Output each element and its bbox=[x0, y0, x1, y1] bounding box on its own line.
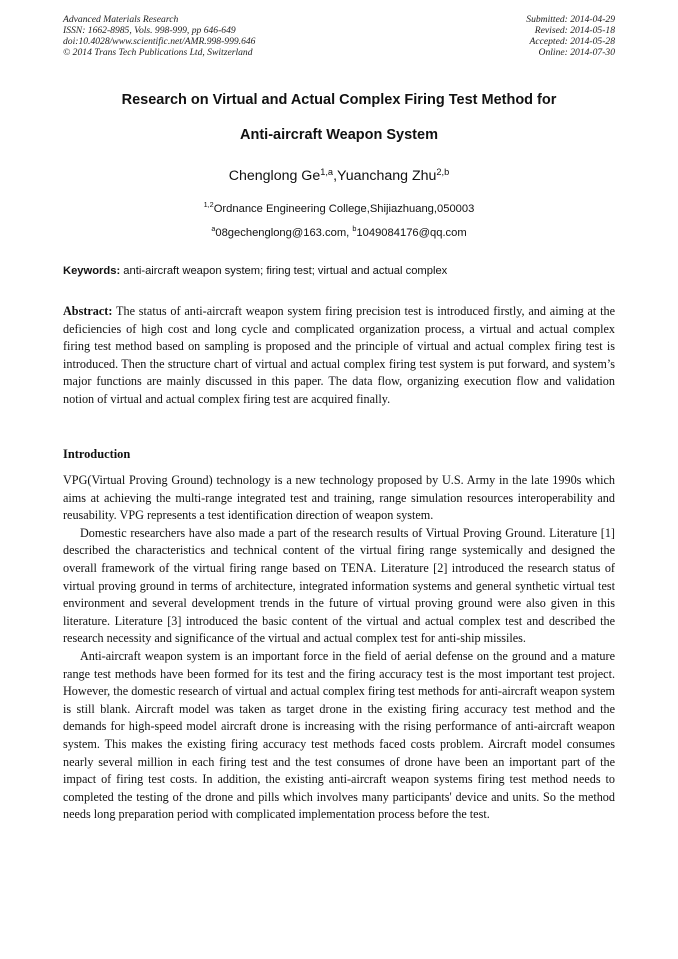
keywords-text: anti-aircraft weapon system; firing test; virtual and actual complex bbox=[120, 265, 448, 277]
keywords-label: Keywords: bbox=[63, 265, 121, 277]
journal-name: Advanced Materials Research bbox=[63, 14, 179, 25]
email-mark: b bbox=[352, 224, 357, 233]
paper-title-line-1: Research on Virtual and Actual Complex Firing Test Method for bbox=[121, 92, 557, 108]
paper-title-line-2: Anti-aircraft Weapon System bbox=[240, 127, 438, 143]
accepted-date: Accepted: 2014-05-28 bbox=[529, 36, 615, 47]
submitted-date: Submitted: 2014-04-29 bbox=[526, 14, 615, 25]
section-heading: Introduction bbox=[63, 447, 131, 461]
abstract-label: Abstract: bbox=[63, 304, 113, 318]
affiliation-mark: 1,2 bbox=[203, 200, 214, 209]
email-mark: a bbox=[211, 224, 216, 233]
copyright-line: © 2014 Trans Tech Publications Ltd, Switzerland bbox=[63, 47, 253, 58]
affiliation-text: Ordnance Engineering College,Shijiazhuang,050003 bbox=[213, 203, 475, 215]
author-emails bbox=[40, 224, 638, 239]
paragraph: VPG(Virtual Proving Ground) technology is a new technology proposed by U.S. Army in the late 1990s which aims at achieving the multi-range integrated test and training, range simulation resources interoperability and reusability. VPG represents a test identification direction of weapon system. bbox=[63, 473, 615, 523]
abstract-text: The status of anti-aircraft weapon system firing precision test is introduced firstly, and aiming at the deficiencies of high cost and long cycle and complicated organization process, a virtual and actual complex firing test method based on sampling is proposed and the principle of virtual and actual complex firing test is introduced. Then the structure chart of virtual and actual complex firing test system is put forward, and system’s major functions are mainly discussed in this paper. The data flow, organizing execution flow and validation notion of virtual and actual complex firing test are acquired finally. bbox=[63, 304, 615, 406]
author-list bbox=[40, 168, 638, 184]
doi-line: doi:10.4028/www.scientific.net/AMR.998-999.646 bbox=[63, 36, 256, 47]
author-name: Chenglong Ge bbox=[228, 168, 321, 184]
paragraph: Domestic researchers have also made a part of the research results of Virtual Proving Ground. Literature [1] described the characteristics and technical content of the virtual firing range systemically and designed the overall framework of the virtual firing range based on TENA. Literature [2] introduced the research status of virtual proving ground in terms of architecture, integrated information systems and general synthetic virtual test environment and several development trends in the future of virtual proving ground were also given in this literature. Literature [3] introduced the basic content of the virtual and actual complex test and described the research necessity and significance of the virtual and actual complex test for anti-ship missiles. bbox=[63, 525, 615, 646]
author-affiliation-mark: 1,a bbox=[320, 167, 334, 177]
email-address: 08gechenglong@163.com, bbox=[215, 227, 353, 239]
issn-line: ISSN: 1662-8985, Vols. 998-999, pp 646-649 bbox=[63, 25, 236, 36]
abstract bbox=[63, 303, 615, 409]
email-address: 1049084176@qq.com bbox=[356, 227, 467, 239]
online-date: Online: 2014-07-30 bbox=[538, 47, 615, 58]
author-affiliation-mark: 2,b bbox=[436, 167, 450, 177]
affiliation bbox=[40, 200, 638, 215]
author-separator: , bbox=[333, 168, 338, 184]
introduction-section bbox=[63, 472, 615, 824]
keywords bbox=[63, 265, 615, 277]
journal-info bbox=[63, 14, 393, 58]
author-name: Yuanchang Zhu bbox=[337, 168, 437, 184]
publication-dates bbox=[415, 14, 615, 58]
paragraph: Anti-aircraft weapon system is an important force in the field of aerial defense on the ground and a mature range test methods have been formed for its test and the firing accuracy test is the most important test project. However, the domestic research of virtual and actual complex firing test methods for anti-aircraft weapon system is still blank. Aircraft model was taken as target drone in the existing firing accuracy test method and the demands for high-speed model aircraft drone is increasing with the rising performance of anti-aircraft weapon system. This makes the existing firing accuracy test methods faced costs problem. Aircraft model consumes nearly several million in each firing test and the test consumes of drone have been an important part of the impact of firing test costs. In addition, the existing anti-aircraft weapon systems firing test method needs to completed the testing of the drone and pills which involves many participants' device and units. So the method needs long preparation period with complicated implementation process before the test. bbox=[63, 648, 615, 822]
revised-date: Revised: 2014-05-18 bbox=[534, 25, 615, 36]
